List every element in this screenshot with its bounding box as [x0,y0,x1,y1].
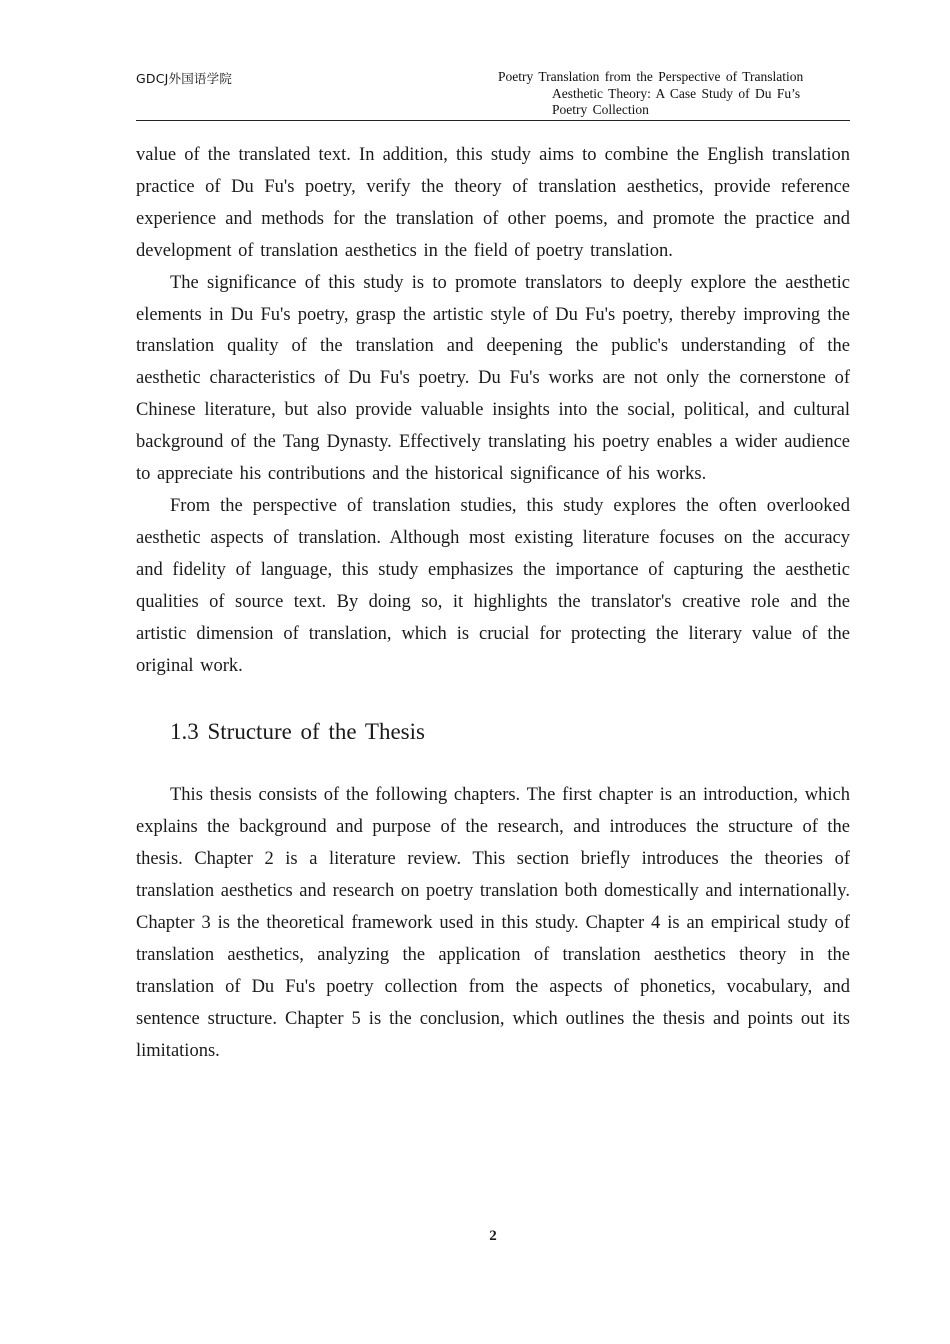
institution-label: GDCJ外国语学院 [136,71,233,86]
page-body [136,140,850,1068]
paragraph-structure: This thesis consists of the following chapters. The first chapter is an introduction, which explains the background and purpose of the research, and introduces the structure of the thesis. Chapter 2 is a literature review. This section briefly introduces the theories of translation aesthetics and research on poetry translation both domestically and internationally. Chapter 3 is the theoretical framework used in this study. Chapter 4 is an empirical study of translation aesthetics, analyzing the application of translation aesthetics theory in the translation of Du Fu's poetry collection from the aspects of phonetics, vocabulary, and sentence structure. Chapter 5 is the conclusion, which outlines the thesis and points out its limitations. [136,785,850,1061]
header-divider [136,120,850,121]
section-heading: 1.3 Structure of the Thesis [170,719,425,745]
paragraph-significance: The significance of this study is to promote translators to deeply explore the aesthetic elements in Du Fu's poetry, grasp the artistic style of Du Fu's poetry, thereby improving the translation quality of the translation and deepening the public's understanding of the aesthetic characteristics of Du Fu's poetry. Du Fu's works are not only the cornerstone of Chinese literature, but also provide valuable insights into the social, political, and cultural background of the Tang Dynasty. Effectively translating his poetry enables a wider audience to appreciate his contributions and the historical significance of his works. [136,272,850,485]
paragraph-perspective: From the perspective of translation studies, this study explores the often overlooked aesthetic aspects of translation. Although most existing literature focuses on the accuracy and fidelity of language, this study emphasizes the importance of capturing the aesthetic qualities of source text. By doing so, it highlights the translator's creative role and the artistic dimension of translation, which is crucial for protecting the literary value of the original work. [136,495,850,676]
page-header [136,66,850,120]
running-title-line-2: Aesthetic Theory: A Case Study of Du Fu’s [552,85,801,101]
running-title-line-3: Poetry Collection [552,102,649,117]
running-title [498,69,846,119]
paragraph-continuation: value of the translated text. In addition, this study aims to combine the English translation practice of Du Fu's poetry, verify the theory of translation aesthetics, provide reference experience and methods for the translation of other poems, and promote the practice and development of translation aesthetics in the field of poetry translation. [136,145,850,261]
page-number: 2 [489,1228,497,1244]
running-title-line-1: Poetry Translation from the Perspective of Translation [498,69,804,84]
